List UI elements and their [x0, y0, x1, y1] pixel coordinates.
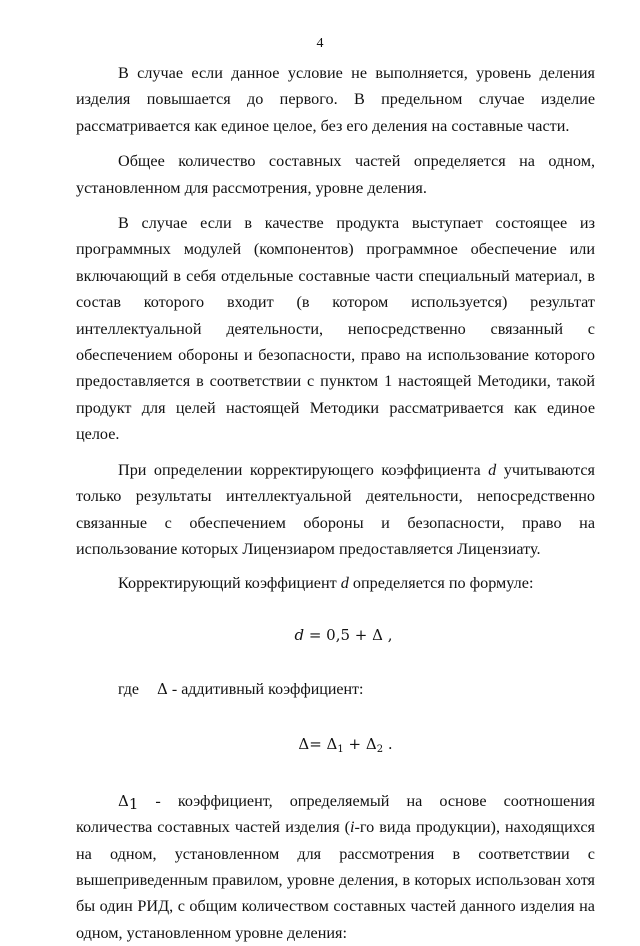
delta-1-sub: 1	[128, 794, 139, 813]
paragraph-2: Общее количество составных частей определяется на одном, установленном для рассмотрения, уровне деления.	[76, 152, 595, 197]
paragraph-6	[76, 788, 595, 946]
page-number: 4	[316, 36, 324, 51]
formula-delta-lhs: Δ=	[298, 734, 327, 753]
formula-delta-term-2: Δ	[365, 734, 377, 753]
document-body	[76, 60, 595, 946]
paragraph-3: В случае если в качестве продукта выступает состоящее из программных модулей (компонентов) программное обеспечение или включающий в себя отдельные составные части специальный материал, в состав которого входит (в котором используется) результат интеллектуальной деятельности, непосредственно связанный с обеспечением обороны и безопасности, право на использование которого предоставляется в соответствии с пунктом 1 настоящей Методики, такой продукт для целей настоящей Методики рассматривается как единое целое.	[76, 214, 595, 444]
paragraph-4	[76, 457, 595, 563]
variable-d: d	[488, 460, 497, 479]
variable-i: i	[350, 818, 355, 837]
variable-d: d	[340, 574, 349, 593]
formula-d-lhs: d	[294, 625, 305, 644]
delta-symbol: Δ	[157, 679, 168, 698]
formula-d	[76, 623, 595, 647]
delta-1-symbol: Δ	[118, 791, 129, 810]
where-word: где	[118, 680, 140, 698]
paragraph-5-text-a: Корректирующий коэффициент	[118, 574, 341, 593]
paragraph-6-text-a: - коэффициент, определяемый на основе соотношения количества составных частей изделия (	[76, 791, 595, 837]
where-line	[76, 677, 595, 702]
formula-delta-term-1-sub: 1	[337, 743, 344, 755]
formula-delta	[76, 732, 595, 756]
formula-delta-term-2-sub: 2	[376, 743, 384, 755]
formula-delta-term-1: Δ	[326, 734, 338, 753]
paragraph-1: В случае если данное условие не выполняется, уровень деления изделия повышается до первого. В предельном случае изделие рассматривается как единое целое, без его деления на составные части.	[76, 64, 595, 135]
paragraph-5	[76, 570, 595, 596]
paragraph-5-text-b: определяется по формуле:	[348, 574, 534, 593]
formula-delta-end: .	[383, 734, 393, 753]
where-text: - аддитивный коэффициент:	[167, 680, 364, 698]
paragraph-4-text-a: При определении корректирующего коэффициента	[118, 460, 489, 479]
paragraph-6-text-b: -го вида продукции), находящихся на одном, установленном для рассмотрения в соответствии с вышеприведенным правилом, уровне деления, в которых использован хотя бы один РИД, с общим количеством составных частей данного изделия на одном, установленном уровне деления:	[76, 818, 595, 942]
paragraph-4-text-b: учитываются только результаты интеллектуальной деятельности, непосредственно связанные с обеспечением обороны и безопасности, право на использование которых Лицензиаром предоставляется Лицензиату.	[76, 460, 595, 558]
formula-delta-op: +	[343, 734, 366, 753]
formula-d-rhs: = 0,5 + Δ ,	[304, 625, 393, 644]
